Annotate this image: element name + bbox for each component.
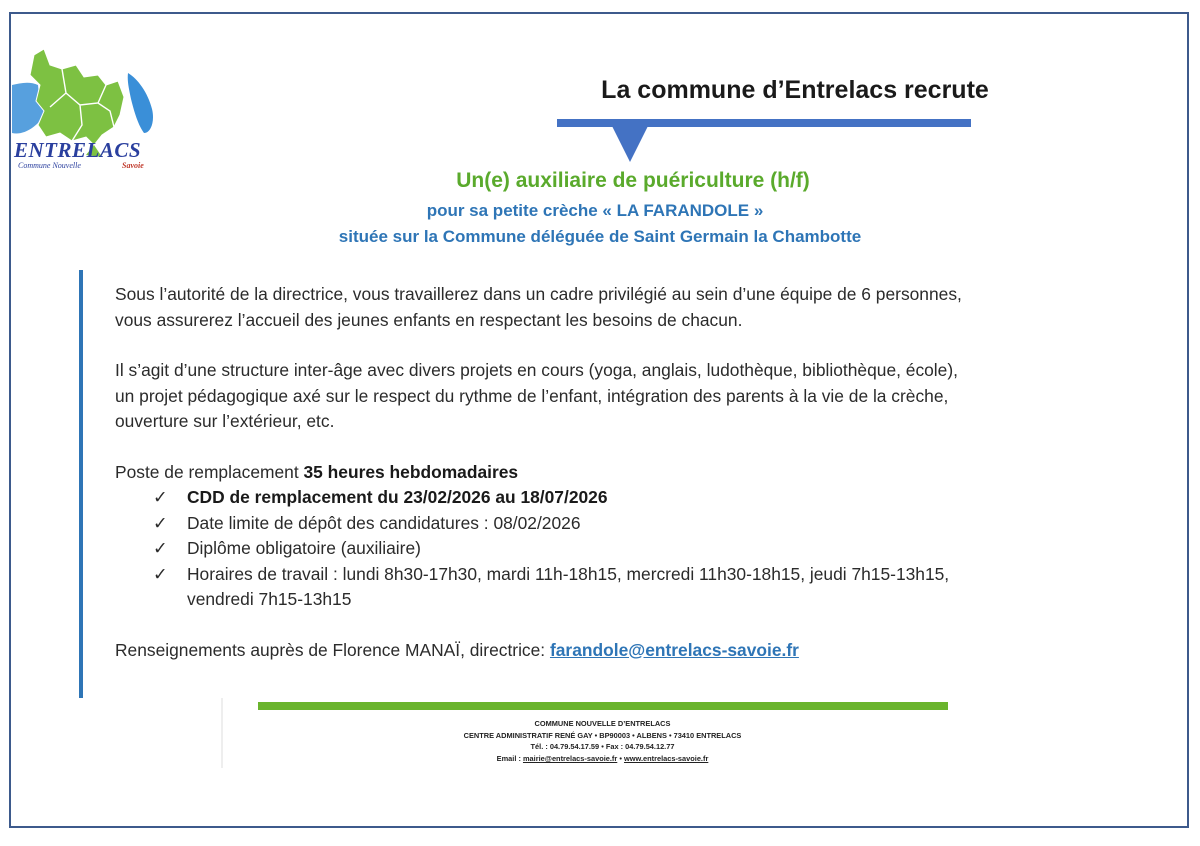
- structure-line-3: ouverture sur l’extérieur, etc.: [115, 411, 335, 431]
- entrelacs-logo: [10, 45, 160, 175]
- footer-address-line: CENTRE ADMINISTRATIF RENÉ GAY • BP90003 • ALBENS • 73410 ENTRELACS: [463, 730, 742, 740]
- check-icon: ✓: [153, 538, 168, 558]
- footer-rule: [258, 702, 948, 710]
- list-item: [153, 562, 1115, 613]
- post-prefix: Poste de remplacement: [115, 461, 304, 482]
- page-headline: La commune d’Entrelacs recrute: [601, 76, 989, 104]
- check-icon: ✓: [153, 563, 168, 584]
- job-description: [115, 282, 1115, 663]
- deadline: Date limite de dépôt des candidatures : 08/02/2026: [187, 512, 581, 533]
- footer-address: [400, 718, 805, 764]
- logo-wordmark: ENTRELACS: [14, 138, 142, 162]
- contact-prefix: Renseignements auprès de Florence MANAÏ, directrice:: [115, 639, 550, 660]
- working-hours-continued: vendredi 7h15-13h15: [187, 589, 352, 609]
- intro-line-2: vous assurerez l’accueil des jeunes enfants en respectant les besoins de chacun.: [115, 309, 743, 330]
- list-item: [153, 511, 1115, 537]
- working-hours: Horaires de travail : lundi 8h30-17h30, mardi 11h-18h15, mercredi 11h30-18h15, jeudi 7h15-13h15,: [187, 563, 950, 584]
- check-icon: ✓: [153, 512, 168, 533]
- contact-email-link[interactable]: farandole@entrelacs-savoie.fr: [549, 639, 799, 660]
- footer-edge: [221, 698, 223, 768]
- job-subtitle-creche: pour sa petite crèche « LA FARANDOLE »: [426, 201, 764, 220]
- logo-subtitle-left: Commune Nouvelle: [18, 161, 81, 170]
- check-icon: ✓: [153, 487, 168, 507]
- post-hours: 35 heures hebdomadaires: [303, 461, 519, 482]
- footer-website-link[interactable]: www.entrelacs-savoie.fr: [623, 753, 709, 763]
- list-item: [153, 536, 1115, 562]
- structure-line-1: Il s’agit d’une structure inter-âge avec divers projets en cours (yoga, anglais, ludothèque, bibliothèque, école),: [115, 360, 958, 380]
- diploma: Diplôme obligatoire (auxiliaire): [187, 538, 421, 558]
- job-title: Un(e) auxiliaire de puériculture (h/f): [456, 169, 810, 192]
- list-item: [153, 485, 1115, 511]
- structure-line-2: un projet pédagogique axé sur le respect du rythme de l’enfant, intégration des parents à la vie de la crèche,: [115, 385, 949, 406]
- footer-org: COMMUNE NOUVELLE D’ENTRELACS: [534, 719, 671, 728]
- job-subtitle-location: située sur la Commune déléguée de Saint Germain la Chambotte: [338, 227, 862, 246]
- footer-separator: •: [617, 753, 624, 763]
- logo-subtitle-right: Savoie: [122, 161, 144, 170]
- side-rule: [79, 270, 83, 698]
- contract-dates: CDD de remplacement du 23/02/2026 au 18/07/2026: [187, 487, 608, 507]
- conditions-list: [153, 485, 1115, 613]
- footer-email-link[interactable]: mairie@entrelacs-savoie.fr: [522, 753, 618, 763]
- arrow-down-icon: [612, 126, 648, 162]
- post-line: [115, 460, 1115, 486]
- footer-phone: Tél. : 04.79.54.17.59 • Fax : 04.79.54.12.77: [530, 742, 675, 752]
- footer-email-label: Email :: [496, 753, 523, 763]
- footer-contact: [400, 753, 805, 765]
- contact-line: [115, 638, 1115, 664]
- intro-line-1: Sous l’autorité de la directrice, vous travaillerez dans un cadre privilégié au sein d’une équipe de 6 personnes,: [115, 284, 962, 304]
